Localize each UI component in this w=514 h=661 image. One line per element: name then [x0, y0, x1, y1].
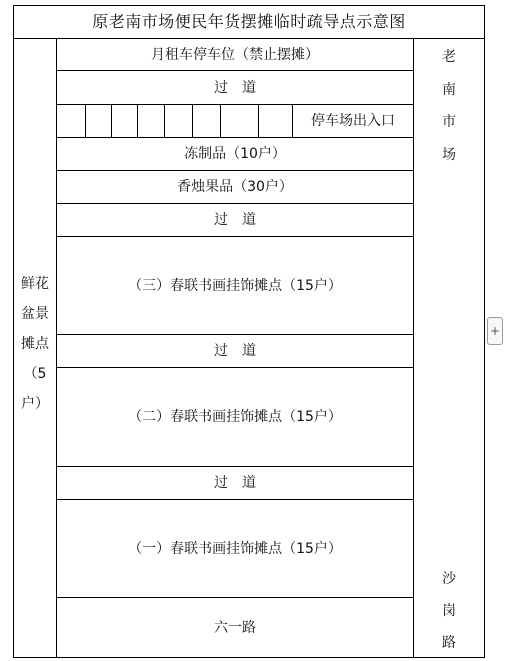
right-column-char: 岗: [442, 603, 456, 619]
parking-stall-divider: [137, 104, 138, 137]
liuyi-road-label: 六一路: [214, 620, 256, 636]
incense-fruit-row: 香烛果品（30户）: [177, 179, 293, 195]
passage-row: 过 道: [214, 343, 256, 359]
left-column-line: 盆景: [21, 306, 49, 322]
parking-stall-divider: [85, 104, 86, 137]
couplet-stall-1: （一）春联书画挂饰摊点（15户）: [128, 540, 342, 557]
right-column-char: 沙: [442, 571, 456, 587]
expand-handle[interactable]: [487, 317, 503, 345]
couplet-stall-2: （二）春联书画挂饰摊点（15户）: [128, 409, 342, 425]
left-column-line: （5: [23, 366, 47, 382]
left-column-line: 摊点: [21, 336, 49, 352]
couplet-stall-3: （三）春联书画挂饰摊点（15户）: [128, 277, 342, 294]
frozen-goods-row: 冻制品（10户）: [184, 146, 286, 162]
plus-icon: +: [489, 324, 501, 338]
right-column-char: 老: [442, 49, 456, 65]
left-column-line: 户）: [21, 396, 49, 412]
right-column-char: 路: [442, 635, 456, 651]
parking-stall-divider: [111, 104, 112, 137]
shagang-road-label: [414, 572, 484, 650]
old-south-market-label: [414, 50, 484, 162]
flower-bonsai-stall: [14, 277, 56, 427]
parking-stall-divider: [258, 104, 259, 137]
parking-stall-divider: [164, 104, 165, 137]
monthly-parking-row: 月租车停车位（禁止摆摊）: [151, 46, 319, 63]
right-column-char: 南: [442, 81, 456, 98]
parking-entrance-label: 停车场出入口: [311, 113, 395, 129]
right-column-char: 场: [442, 146, 456, 163]
parking-stall-divider: [220, 104, 221, 137]
passage-row: 过 道: [214, 79, 256, 96]
parking-stall-divider: [192, 104, 193, 137]
right-column-char: 市: [442, 114, 456, 131]
page-title: 原老南市场便民年货摆摊临时疏导点示意图: [92, 12, 406, 31]
left-column-line: 鲜花: [21, 276, 49, 292]
passage-row: 过 道: [214, 212, 256, 228]
passage-row: 过 道: [214, 475, 256, 491]
